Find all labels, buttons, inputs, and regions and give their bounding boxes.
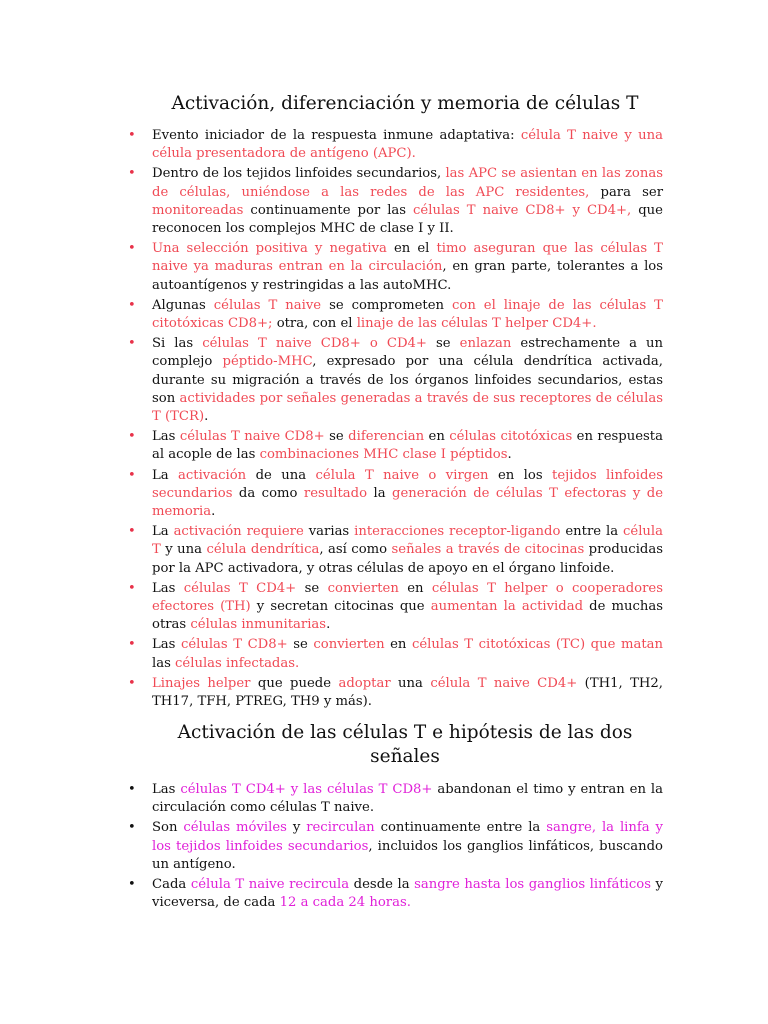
highlighted-text: células infectadas. <box>175 655 300 671</box>
text-segment: Dentro de los tejidos linfoides secundarios, <box>152 166 446 182</box>
list-item <box>128 127 663 163</box>
bullet-icon: • <box>128 429 136 445</box>
text-segment: desde la <box>349 877 415 893</box>
text-segment: . <box>507 447 512 463</box>
highlighted-text: células T naive CD8+ o CD4+ <box>202 336 427 352</box>
bullet-icon: • <box>128 820 136 836</box>
text-segment: , en gran parte, tolerantes a los autoantígenos y restringidas a las autoMHC. <box>152 259 663 293</box>
text-segment: continuamente por las <box>243 202 414 218</box>
text-segment: da como <box>232 485 304 501</box>
highlighted-text: sangre hasta los ganglios linfáticos <box>414 877 651 893</box>
highlighted-text: Linajes helper <box>152 675 251 691</box>
text-segment: producidas por la APC activadora, y otras células de apoyo en el órgano linfoide. <box>152 542 663 576</box>
highlighted-text: adoptar <box>338 675 391 691</box>
text-segment: , así como <box>319 542 392 558</box>
bullet-icon: • <box>128 128 136 143</box>
text-segment: en <box>424 429 450 445</box>
highlighted-text: células T CD8+ <box>180 637 288 653</box>
text-segment: la <box>367 485 393 501</box>
highlighted-text: sangre, la linfa y los tejidos linfoides secundarios <box>152 820 663 854</box>
section-2-title: Activación de las células T e hipótesis de las dos señales <box>177 722 633 767</box>
highlighted-text: célula T naive o virgen <box>315 467 489 483</box>
highlighted-text: actividades por señales generadas a través de sus receptores de células T (TCR) <box>152 390 663 425</box>
highlighted-text: diferencian <box>348 429 425 445</box>
highlighted-text: las APC se asientan en las zonas de células, uniéndose a las redes de las APC residentes, <box>152 166 663 200</box>
highlighted-text: monitoreadas <box>152 202 244 218</box>
highlighted-text: interacciones receptor-ligando <box>354 524 561 540</box>
text-segment: en el <box>386 241 437 257</box>
text-segment: . <box>326 617 331 633</box>
highlighted-text: resultado <box>303 485 368 501</box>
highlighted-text: combinaciones MHC clase I péptidos <box>259 447 508 463</box>
text-segment: en <box>398 580 432 596</box>
text-segment: (TH1, TH2, TH17, TFH, PTREG, TH9 y más). <box>152 675 663 710</box>
list-item <box>128 580 663 635</box>
highlighted-text: Una selección positiva y negativa <box>152 241 387 257</box>
list-item <box>128 781 663 817</box>
text-segment: una <box>390 675 431 691</box>
text-segment: en respuesta al acople de las <box>152 429 663 463</box>
text-segment: Son <box>152 820 184 836</box>
highlighted-text: célula T naive y una célula presentadora de antígeno (APC). <box>152 128 663 162</box>
text-segment: continuamente entre la <box>374 820 547 836</box>
text-segment: otra, con el <box>272 316 357 332</box>
text-segment: Algunas <box>152 297 214 313</box>
text-segment: . <box>204 409 209 425</box>
highlighted-text: células inmunitarias <box>190 617 327 633</box>
text-segment: , expresado por una célula dendrítica activada, durante su migración a través de los órganos linfoides secundarios, estas son <box>152 354 663 406</box>
bullet-icon: • <box>128 336 136 352</box>
bullet-icon: • <box>128 166 136 182</box>
highlighted-text: células T CD4+ <box>183 580 297 596</box>
highlighted-text: células T naive CD8+ <box>179 429 325 445</box>
highlighted-text: células T helper o cooperadores efectores (TH) <box>152 580 663 615</box>
highlighted-text: célula T <box>152 524 663 558</box>
bullet-icon: • <box>128 580 136 596</box>
highlighted-text: convierten <box>313 637 385 653</box>
bullet-icon: • <box>128 637 136 653</box>
list-item <box>128 819 663 874</box>
highlighted-text: células T citotóxicas (TC) que matan <box>411 637 663 653</box>
list-item <box>128 876 663 912</box>
text-segment: que reconocen los complejos MHC de clase I y II. <box>152 202 663 237</box>
text-segment: y una <box>160 542 207 558</box>
text-segment: y <box>286 820 307 836</box>
highlighted-text: linaje de las células T helper CD4+. <box>356 316 597 332</box>
highlighted-text: célula T naive recircula <box>190 877 350 893</box>
text-segment: La <box>152 524 174 540</box>
bullet-icon: • <box>128 524 136 540</box>
highlighted-text: péptido-MHC <box>222 354 313 370</box>
list-item <box>128 523 663 578</box>
text-segment: en <box>384 637 412 653</box>
text-segment: Evento iniciador de la respuesta inmune adaptativa: <box>152 128 521 143</box>
text-segment: para ser <box>589 184 663 200</box>
text-segment: las <box>152 655 176 671</box>
highlighted-text: recirculan <box>306 820 375 836</box>
list-item <box>128 165 663 238</box>
text-segment: Las <box>152 580 184 596</box>
text-segment: La <box>152 467 179 483</box>
text-segment: Las <box>152 637 181 653</box>
list-item <box>128 335 663 426</box>
list-item <box>128 428 663 464</box>
highlighted-text: activación requiere <box>173 524 304 540</box>
text-segment: entre la <box>560 524 623 540</box>
text-segment: que puede <box>250 675 339 691</box>
bullet-icon: • <box>128 297 136 313</box>
highlighted-text: células T naive CD8+ y CD4+, <box>413 202 632 218</box>
text-segment: Cada <box>152 877 191 893</box>
text-segment: y viceversa, de cada <box>152 877 663 911</box>
text-segment: Si las <box>152 336 203 352</box>
highlighted-text: tejidos linfoides secundarios <box>152 467 663 501</box>
text-segment: Las <box>152 782 181 797</box>
highlighted-text: generación de células T efectoras y de memoria <box>152 485 663 520</box>
highlighted-text: convierten <box>327 580 399 596</box>
highlighted-text: célula T naive CD4+ <box>430 675 578 691</box>
highlighted-text: 12 a cada 24 horas. <box>279 895 411 911</box>
list-item <box>128 240 663 295</box>
text-segment: de muchas otras <box>152 599 663 633</box>
bullet-icon: • <box>128 782 136 797</box>
highlighted-text: células T CD4+ y las células T CD8+ <box>180 782 433 797</box>
highlighted-text: células T naive <box>213 297 322 313</box>
text-segment: en los <box>488 467 553 483</box>
text-segment: Las <box>152 429 180 445</box>
highlighted-text: señales a través de citocinas <box>391 542 585 558</box>
text-segment: se <box>296 580 328 596</box>
highlighted-text: aumentan la actividad <box>430 599 584 615</box>
list-item <box>128 636 663 672</box>
text-segment: varias <box>303 524 355 540</box>
text-segment: abandonan el timo y entran en la circulación como células T naive. <box>152 782 663 816</box>
section-1-bullet-list <box>128 127 663 713</box>
text-segment: se <box>426 336 460 352</box>
bullet-icon: • <box>128 241 136 257</box>
text-segment: estrechamente a un complejo <box>152 336 663 370</box>
highlighted-text: células móviles <box>183 820 287 836</box>
highlighted-text: activación <box>178 467 247 483</box>
section-2-bullet-list <box>128 781 663 914</box>
bullet-icon: • <box>128 877 136 893</box>
bullet-icon: • <box>128 467 136 483</box>
list-item <box>128 467 663 522</box>
highlighted-text: con el linaje de las células T citotóxicas CD8+; <box>152 297 663 332</box>
text-segment: , incluidos los ganglios linfáticos, buscando un antígeno. <box>152 838 663 872</box>
list-item <box>128 297 663 333</box>
text-segment: . <box>211 504 216 520</box>
text-segment: se <box>324 429 349 445</box>
text-segment: se comprometen <box>321 297 452 313</box>
section-1-title: Activación, diferenciación y memoria de células T <box>171 93 639 114</box>
highlighted-text: células citotóxicas <box>449 429 573 445</box>
text-segment: de una <box>246 467 316 483</box>
highlighted-text: enlazan <box>459 336 512 352</box>
highlighted-text: célula dendrítica <box>206 542 320 558</box>
highlighted-text: timo aseguran que las células T naive ya maduras entran en la circulación <box>152 241 663 275</box>
text-segment: y secretan citocinas que <box>250 599 431 615</box>
list-item <box>128 675 663 711</box>
bullet-icon: • <box>128 675 136 691</box>
text-segment: se <box>287 637 314 653</box>
